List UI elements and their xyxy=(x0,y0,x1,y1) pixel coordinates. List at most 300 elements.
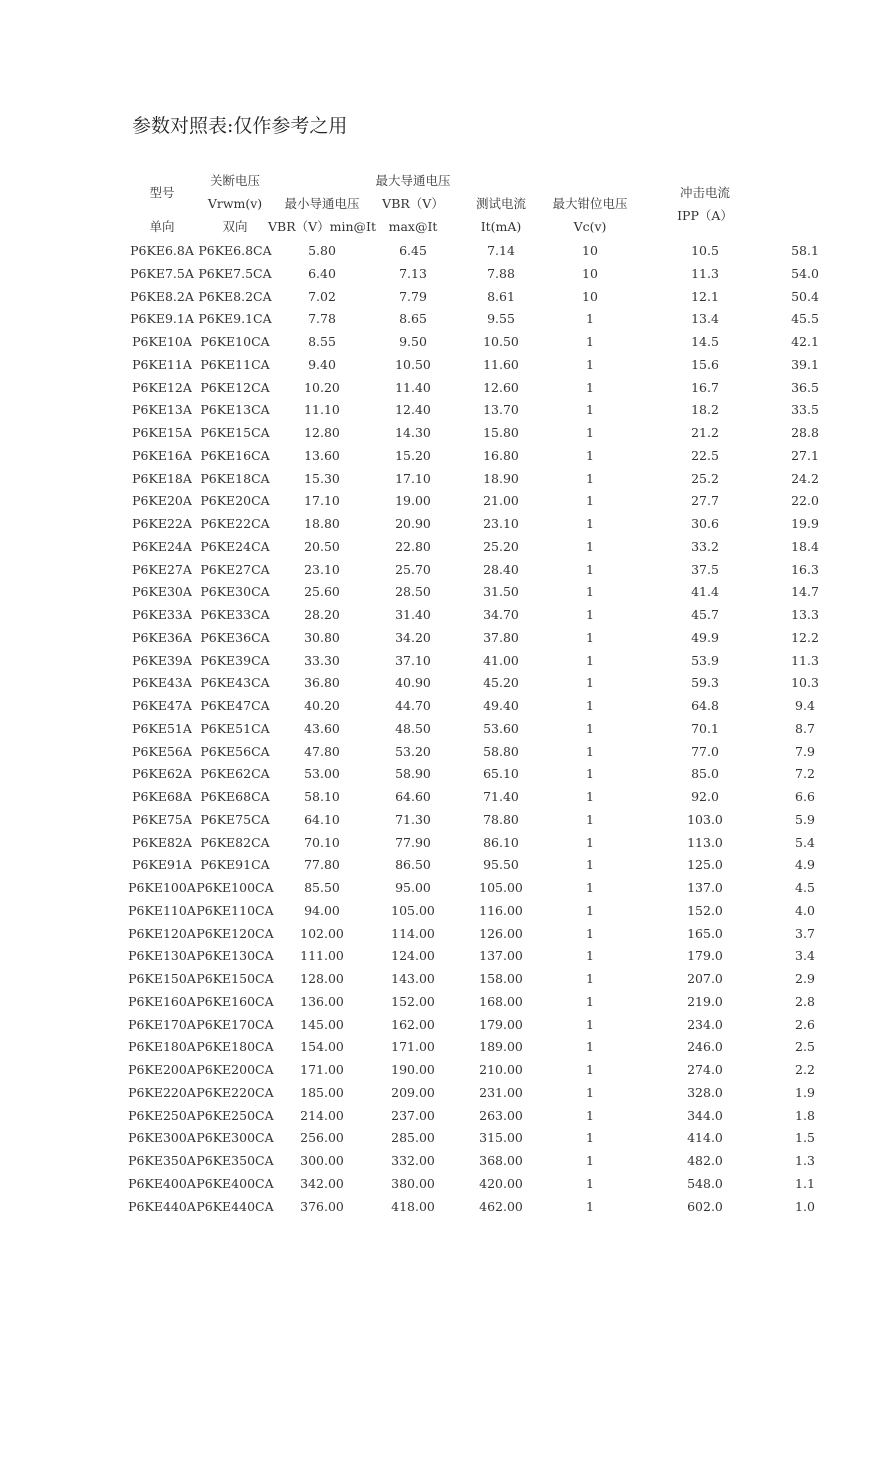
cell-vbr-max: 40.90 xyxy=(395,675,431,691)
cell-last-value: 36.5 xyxy=(791,379,819,395)
cell-clamp-voltage: 1 xyxy=(586,425,594,440)
cell-vbr-min: 128.00 xyxy=(300,971,344,986)
cell-unidirectional-model: P6KE75A xyxy=(132,811,192,827)
table-row xyxy=(0,422,893,445)
cell-last-value: 5.4 xyxy=(795,834,815,850)
cell-unidirectional-model: P6KE350A xyxy=(128,1153,196,1168)
cell-ipp: 41.4 xyxy=(691,584,719,600)
cell-ipp: 25.2 xyxy=(691,470,719,486)
table-row xyxy=(0,945,893,968)
cell-vbr-min: 256.00 xyxy=(300,1130,344,1146)
table-row xyxy=(0,672,893,695)
cell-bidirectional-model: P6KE68CA xyxy=(200,789,270,804)
cell-vbr-max: 332.00 xyxy=(391,1153,435,1168)
cell-vbr-max: 28.50 xyxy=(395,584,431,600)
cell-clamp-voltage: 10 xyxy=(582,265,598,281)
cell-unidirectional-model: P6KE300A xyxy=(128,1130,196,1146)
cell-ipp: 59.3 xyxy=(691,675,719,691)
cell-bidirectional-model: P6KE51CA xyxy=(200,720,270,736)
cell-vbr-max: 64.60 xyxy=(395,789,431,804)
table-row xyxy=(0,1059,893,1082)
cell-ipp: 27.7 xyxy=(691,493,719,509)
cell-bidirectional-model: P6KE15CA xyxy=(200,425,270,440)
cell-vbr-min: 6.40 xyxy=(308,265,336,281)
cell-ipp: 414.0 xyxy=(687,1130,723,1146)
table-row xyxy=(0,650,893,673)
cell-bidirectional-model: P6KE12CA xyxy=(200,379,270,395)
cell-vbr-max: 95.00 xyxy=(395,880,431,895)
cell-vbr-max: 171.00 xyxy=(391,1039,435,1055)
header-ipp-label: 冲击电流 xyxy=(679,185,731,200)
cell-unidirectional-model: P6KE33A xyxy=(132,607,192,622)
cell-ipp: 70.1 xyxy=(691,720,719,736)
cell-test-current: 53.60 xyxy=(483,720,519,736)
cell-last-value: 10.3 xyxy=(791,675,819,691)
cell-unidirectional-model: P6KE82A xyxy=(132,834,192,850)
cell-clamp-voltage: 1 xyxy=(586,652,594,668)
cell-unidirectional-model: P6KE27A xyxy=(132,561,192,577)
cell-vbr-min: 13.60 xyxy=(304,447,340,463)
cell-test-current: 8.61 xyxy=(487,288,515,304)
cell-unidirectional-model: P6KE170A xyxy=(128,1016,196,1032)
cell-ipp: 14.5 xyxy=(691,334,719,349)
cell-last-value: 18.4 xyxy=(791,538,819,554)
cell-clamp-voltage: 1 xyxy=(586,334,594,349)
cell-vbr-max: 190.00 xyxy=(391,1062,435,1077)
cell-test-current: 28.40 xyxy=(483,561,519,577)
header-vbr-max-unit: VBR（V） xyxy=(382,196,444,211)
cell-unidirectional-model: P6KE150A xyxy=(128,971,196,986)
cell-vbr-max: 143.00 xyxy=(391,971,435,986)
cell-vbr-min: 7.78 xyxy=(308,311,336,327)
cell-vbr-min: 25.60 xyxy=(304,584,340,600)
cell-test-current: 126.00 xyxy=(479,925,523,941)
header-standoff-label: 关断电压 xyxy=(209,173,261,188)
cell-ipp: 13.4 xyxy=(691,311,719,327)
cell-bidirectional-model: P6KE100CA xyxy=(196,880,274,895)
cell-ipp: 207.0 xyxy=(687,971,723,986)
cell-vbr-min: 77.80 xyxy=(304,857,340,873)
cell-vbr-max: 418.00 xyxy=(391,1198,435,1214)
cell-clamp-voltage: 1 xyxy=(586,1039,594,1055)
cell-clamp-voltage: 1 xyxy=(586,857,594,873)
cell-bidirectional-model: P6KE33CA xyxy=(200,607,270,622)
cell-vbr-min: 15.30 xyxy=(304,470,340,486)
cell-vbr-min: 30.80 xyxy=(304,629,340,645)
cell-clamp-voltage: 1 xyxy=(586,789,594,804)
cell-last-value: 2.9 xyxy=(795,971,815,986)
table-body xyxy=(0,240,893,1218)
cell-last-value: 7.9 xyxy=(795,743,815,759)
cell-ipp: 344.0 xyxy=(687,1107,723,1123)
cell-vbr-min: 94.00 xyxy=(304,902,340,918)
cell-unidirectional-model: P6KE120A xyxy=(128,925,196,941)
table-row xyxy=(0,968,893,991)
cell-bidirectional-model: P6KE56CA xyxy=(200,743,270,759)
table-row xyxy=(0,786,893,809)
cell-unidirectional-model: P6KE6.8A xyxy=(130,243,194,258)
cell-vbr-min: 47.80 xyxy=(304,743,340,759)
cell-vbr-max: 285.00 xyxy=(391,1130,435,1146)
cell-ipp: 113.0 xyxy=(687,834,723,850)
cell-unidirectional-model: P6KE12A xyxy=(132,379,192,395)
cell-clamp-voltage: 1 xyxy=(586,1130,594,1146)
cell-test-current: 10.50 xyxy=(483,334,519,349)
cell-last-value: 3.7 xyxy=(795,925,815,941)
table-row xyxy=(0,1014,893,1037)
cell-bidirectional-model: P6KE170CA xyxy=(196,1016,274,1032)
cell-bidirectional-model: P6KE110CA xyxy=(196,902,274,918)
table-row xyxy=(0,763,893,786)
cell-clamp-voltage: 1 xyxy=(586,925,594,941)
cell-test-current: 168.00 xyxy=(479,993,523,1009)
cell-last-value: 28.8 xyxy=(791,425,819,440)
cell-last-value: 2.5 xyxy=(795,1039,815,1055)
table-row xyxy=(0,468,893,491)
cell-clamp-voltage: 1 xyxy=(586,356,594,372)
cell-bidirectional-model: P6KE120CA xyxy=(196,925,274,941)
cell-ipp: 45.7 xyxy=(691,607,719,622)
cell-vbr-min: 5.80 xyxy=(308,243,336,258)
cell-vbr-max: 10.50 xyxy=(395,356,431,372)
header-vbr-min-unit: VBR（V）min@It xyxy=(267,219,377,234)
cell-vbr-min: 185.00 xyxy=(300,1084,344,1100)
cell-bidirectional-model: P6KE43CA xyxy=(200,675,270,691)
table-row xyxy=(0,513,893,536)
cell-bidirectional-model: P6KE18CA xyxy=(200,470,270,486)
cell-vbr-max: 209.00 xyxy=(391,1084,435,1100)
cell-test-current: 420.00 xyxy=(479,1175,523,1191)
cell-unidirectional-model: P6KE200A xyxy=(128,1062,196,1077)
cell-vbr-min: 136.00 xyxy=(300,993,344,1009)
cell-ipp: 219.0 xyxy=(687,993,723,1009)
cell-test-current: 18.90 xyxy=(483,470,519,486)
cell-ipp: 103.0 xyxy=(687,811,723,827)
cell-last-value: 4.9 xyxy=(795,857,815,873)
cell-vbr-max: 53.20 xyxy=(395,743,431,759)
header-model: 型号 xyxy=(149,185,175,200)
cell-bidirectional-model: P6KE39CA xyxy=(200,652,270,668)
cell-clamp-voltage: 1 xyxy=(586,1084,594,1100)
cell-last-value: 45.5 xyxy=(791,311,819,327)
cell-vbr-max: 20.90 xyxy=(395,516,431,531)
cell-ipp: 64.8 xyxy=(691,698,719,713)
cell-vbr-max: 58.90 xyxy=(395,766,431,782)
cell-unidirectional-model: P6KE10A xyxy=(132,334,192,349)
cell-unidirectional-model: P6KE56A xyxy=(132,743,192,759)
cell-last-value: 54.0 xyxy=(791,265,819,281)
cell-ipp: 53.9 xyxy=(691,652,719,668)
cell-bidirectional-model: P6KE16CA xyxy=(200,447,270,463)
cell-ipp: 22.5 xyxy=(691,447,719,463)
cell-vbr-min: 154.00 xyxy=(300,1039,344,1055)
cell-bidirectional-model: P6KE250CA xyxy=(196,1107,274,1123)
table-row xyxy=(0,1105,893,1128)
table-row xyxy=(0,263,893,286)
table-row xyxy=(0,581,893,604)
cell-last-value: 19.9 xyxy=(791,516,819,531)
cell-clamp-voltage: 1 xyxy=(586,993,594,1009)
page-title: 参数对照表:仅作参考之用 xyxy=(132,115,348,137)
cell-test-current: 7.88 xyxy=(487,265,515,281)
cell-vbr-max: 12.40 xyxy=(395,402,431,418)
cell-bidirectional-model: P6KE350CA xyxy=(196,1153,274,1168)
cell-vbr-min: 9.40 xyxy=(308,356,336,372)
cell-clamp-voltage: 1 xyxy=(586,516,594,531)
cell-bidirectional-model: P6KE24CA xyxy=(200,538,270,554)
cell-bidirectional-model: P6KE27CA xyxy=(200,561,270,577)
cell-last-value: 1.9 xyxy=(795,1084,815,1100)
cell-ipp: 30.6 xyxy=(691,516,719,531)
cell-test-current: 137.00 xyxy=(479,948,523,964)
table-row xyxy=(0,377,893,400)
table-row xyxy=(0,1036,893,1059)
cell-unidirectional-model: P6KE68A xyxy=(132,789,192,804)
cell-test-current: 179.00 xyxy=(479,1016,523,1032)
cell-test-current: 78.80 xyxy=(483,811,519,827)
table-row xyxy=(0,900,893,923)
cell-clamp-voltage: 10 xyxy=(582,288,598,304)
cell-ipp: 234.0 xyxy=(687,1016,723,1032)
cell-test-current: 210.00 xyxy=(479,1062,523,1077)
cell-bidirectional-model: P6KE7.5CA xyxy=(198,265,272,281)
cell-unidirectional-model: P6KE9.1A xyxy=(130,311,194,327)
cell-clamp-voltage: 1 xyxy=(586,1198,594,1214)
cell-unidirectional-model: P6KE400A xyxy=(128,1175,196,1191)
cell-bidirectional-model: P6KE47CA xyxy=(200,698,270,713)
cell-unidirectional-model: P6KE36A xyxy=(132,629,192,645)
cell-clamp-voltage: 1 xyxy=(586,470,594,486)
cell-vbr-max: 9.50 xyxy=(399,334,427,349)
cell-clamp-voltage: 1 xyxy=(586,720,594,736)
cell-test-current: 158.00 xyxy=(479,971,523,986)
cell-vbr-min: 10.20 xyxy=(304,379,340,395)
cell-ipp: 85.0 xyxy=(691,766,719,782)
cell-ipp: 602.0 xyxy=(687,1198,723,1214)
cell-bidirectional-model: P6KE75CA xyxy=(200,811,270,827)
cell-test-current: 263.00 xyxy=(479,1107,523,1123)
cell-clamp-voltage: 1 xyxy=(586,1107,594,1123)
cell-last-value: 42.1 xyxy=(791,334,819,349)
cell-vbr-min: 85.50 xyxy=(304,880,340,895)
cell-test-current: 368.00 xyxy=(479,1153,523,1168)
cell-test-current: 462.00 xyxy=(479,1198,523,1214)
cell-test-current: 25.20 xyxy=(483,538,519,554)
cell-test-current: 21.00 xyxy=(483,493,519,509)
cell-test-current: 9.55 xyxy=(487,311,515,327)
cell-unidirectional-model: P6KE180A xyxy=(128,1039,196,1055)
cell-test-current: 231.00 xyxy=(479,1084,523,1100)
cell-vbr-min: 102.00 xyxy=(300,925,344,941)
cell-clamp-voltage: 1 xyxy=(586,766,594,782)
cell-unidirectional-model: P6KE43A xyxy=(132,675,192,691)
cell-last-value: 5.9 xyxy=(795,811,815,827)
header-vbr-min-label: 最小导通电压 xyxy=(284,196,360,211)
cell-last-value: 4.0 xyxy=(795,902,815,918)
cell-bidirectional-model: P6KE220CA xyxy=(196,1084,274,1100)
cell-ipp: 37.5 xyxy=(691,561,719,577)
cell-clamp-voltage: 1 xyxy=(586,834,594,850)
cell-ipp: 18.2 xyxy=(691,402,719,418)
cell-last-value: 39.1 xyxy=(791,356,819,372)
cell-bidirectional-model: P6KE62CA xyxy=(200,766,270,782)
header-ipp-unit: IPP（A） xyxy=(677,208,733,223)
cell-last-value: 1.1 xyxy=(795,1175,815,1191)
cell-vbr-max: 237.00 xyxy=(391,1107,435,1123)
cell-vbr-max: 7.79 xyxy=(399,288,427,304)
cell-last-value: 11.3 xyxy=(791,652,819,668)
header-unidirectional: 单向 xyxy=(149,219,175,234)
cell-ipp: 12.1 xyxy=(691,288,719,304)
header-vbr-max-label: 最大导通电压 xyxy=(375,173,451,188)
cell-bidirectional-model: P6KE300CA xyxy=(196,1130,274,1146)
cell-vbr-min: 28.20 xyxy=(304,607,340,622)
cell-vbr-max: 22.80 xyxy=(395,538,431,554)
cell-vbr-max: 17.10 xyxy=(395,470,431,486)
table-row xyxy=(0,399,893,422)
cell-vbr-min: 53.00 xyxy=(304,766,340,782)
table-row xyxy=(0,286,893,309)
cell-bidirectional-model: P6KE6.8CA xyxy=(198,243,272,258)
cell-unidirectional-model: P6KE15A xyxy=(132,425,192,440)
cell-clamp-voltage: 1 xyxy=(586,971,594,986)
cell-unidirectional-model: P6KE100A xyxy=(128,880,196,895)
cell-unidirectional-model: P6KE13A xyxy=(132,402,192,418)
cell-bidirectional-model: P6KE13CA xyxy=(200,402,270,418)
cell-vbr-max: 162.00 xyxy=(391,1016,435,1032)
cell-last-value: 1.3 xyxy=(795,1153,815,1168)
cell-clamp-voltage: 1 xyxy=(586,379,594,395)
cell-ipp: 33.2 xyxy=(691,538,719,554)
cell-vbr-max: 7.13 xyxy=(399,265,427,281)
table-row xyxy=(0,1150,893,1173)
cell-last-value: 22.0 xyxy=(791,493,819,509)
cell-unidirectional-model: P6KE7.5A xyxy=(130,265,194,281)
table-row xyxy=(0,832,893,855)
table-row xyxy=(0,445,893,468)
cell-test-current: 7.14 xyxy=(487,243,515,258)
cell-last-value: 2.8 xyxy=(795,993,815,1009)
cell-clamp-voltage: 1 xyxy=(586,1062,594,1077)
table-row xyxy=(0,991,893,1014)
table-row xyxy=(0,1173,893,1196)
cell-test-current: 49.40 xyxy=(483,698,519,713)
cell-ipp: 125.0 xyxy=(687,857,723,873)
cell-test-current: 16.80 xyxy=(483,447,519,463)
cell-vbr-min: 300.00 xyxy=(300,1153,344,1168)
cell-bidirectional-model: P6KE440CA xyxy=(196,1198,274,1214)
table-row xyxy=(0,854,893,877)
cell-vbr-min: 342.00 xyxy=(300,1175,344,1191)
cell-test-current: 12.60 xyxy=(483,379,519,395)
cell-unidirectional-model: P6KE20A xyxy=(132,493,192,509)
cell-unidirectional-model: P6KE51A xyxy=(132,720,192,736)
cell-vbr-max: 71.30 xyxy=(395,811,431,827)
table-row xyxy=(0,308,893,331)
header-standoff-unit: Vrwm(v) xyxy=(207,196,263,211)
table-row xyxy=(0,741,893,764)
cell-clamp-voltage: 1 xyxy=(586,948,594,964)
cell-unidirectional-model: P6KE220A xyxy=(128,1084,196,1100)
cell-bidirectional-model: P6KE30CA xyxy=(200,584,270,600)
cell-clamp-voltage: 1 xyxy=(586,607,594,622)
cell-bidirectional-model: P6KE10CA xyxy=(200,334,270,349)
table-row xyxy=(0,718,893,741)
cell-unidirectional-model: P6KE30A xyxy=(132,584,192,600)
cell-test-current: 116.00 xyxy=(479,902,523,918)
cell-vbr-max: 6.45 xyxy=(399,243,427,258)
cell-ipp: 21.2 xyxy=(691,425,719,440)
header-test-current-label: 测试电流 xyxy=(475,196,527,211)
cell-clamp-voltage: 1 xyxy=(586,675,594,691)
cell-vbr-min: 17.10 xyxy=(304,493,340,509)
cell-test-current: 31.50 xyxy=(483,584,519,600)
cell-vbr-max: 380.00 xyxy=(391,1175,435,1191)
cell-vbr-min: 70.10 xyxy=(304,834,340,850)
cell-bidirectional-model: P6KE11CA xyxy=(200,356,270,372)
cell-vbr-min: 40.20 xyxy=(304,698,340,713)
cell-ipp: 92.0 xyxy=(691,789,719,804)
cell-vbr-min: 8.55 xyxy=(308,334,336,349)
cell-last-value: 3.4 xyxy=(795,948,815,964)
cell-bidirectional-model: P6KE400CA xyxy=(196,1175,274,1191)
cell-clamp-voltage: 1 xyxy=(586,811,594,827)
cell-unidirectional-model: P6KE250A xyxy=(128,1107,196,1123)
table-row xyxy=(0,809,893,832)
cell-last-value: 1.0 xyxy=(795,1198,815,1214)
cell-unidirectional-model: P6KE47A xyxy=(132,698,192,713)
cell-vbr-min: 12.80 xyxy=(304,425,340,440)
cell-last-value: 1.8 xyxy=(795,1107,815,1123)
table-row xyxy=(0,331,893,354)
cell-bidirectional-model: P6KE20CA xyxy=(200,493,270,509)
cell-bidirectional-model: P6KE150CA xyxy=(196,971,274,986)
cell-vbr-max: 34.20 xyxy=(395,629,431,645)
cell-test-current: 15.80 xyxy=(483,425,519,440)
table-row xyxy=(0,240,893,263)
cell-unidirectional-model: P6KE8.2A xyxy=(130,288,194,304)
cell-last-value: 2.6 xyxy=(795,1016,815,1032)
cell-last-value: 8.7 xyxy=(795,720,815,736)
cell-last-value: 1.5 xyxy=(795,1130,815,1146)
cell-test-current: 13.70 xyxy=(483,402,519,418)
cell-vbr-max: 25.70 xyxy=(395,561,431,577)
cell-vbr-max: 152.00 xyxy=(391,993,435,1009)
cell-test-current: 34.70 xyxy=(483,607,519,622)
cell-clamp-voltage: 1 xyxy=(586,402,594,418)
table-row xyxy=(0,604,893,627)
cell-vbr-min: 111.00 xyxy=(300,948,344,964)
cell-test-current: 86.10 xyxy=(483,834,519,850)
cell-unidirectional-model: P6KE110A xyxy=(128,902,196,918)
cell-last-value: 12.2 xyxy=(791,629,819,645)
cell-test-current: 23.10 xyxy=(483,516,519,531)
cell-ipp: 246.0 xyxy=(687,1039,723,1055)
cell-last-value: 14.7 xyxy=(791,584,819,600)
cell-ipp: 77.0 xyxy=(691,743,719,759)
cell-unidirectional-model: P6KE130A xyxy=(128,948,196,964)
cell-unidirectional-model: P6KE62A xyxy=(132,766,192,782)
cell-unidirectional-model: P6KE24A xyxy=(132,538,192,554)
cell-clamp-voltage: 10 xyxy=(582,243,598,258)
cell-test-current: 315.00 xyxy=(479,1130,523,1146)
cell-clamp-voltage: 1 xyxy=(586,629,594,645)
cell-ipp: 16.7 xyxy=(691,379,719,395)
cell-test-current: 105.00 xyxy=(479,880,523,895)
table-row xyxy=(0,354,893,377)
cell-ipp: 165.0 xyxy=(687,925,723,941)
header-test-current-unit: It(mA) xyxy=(480,219,522,234)
